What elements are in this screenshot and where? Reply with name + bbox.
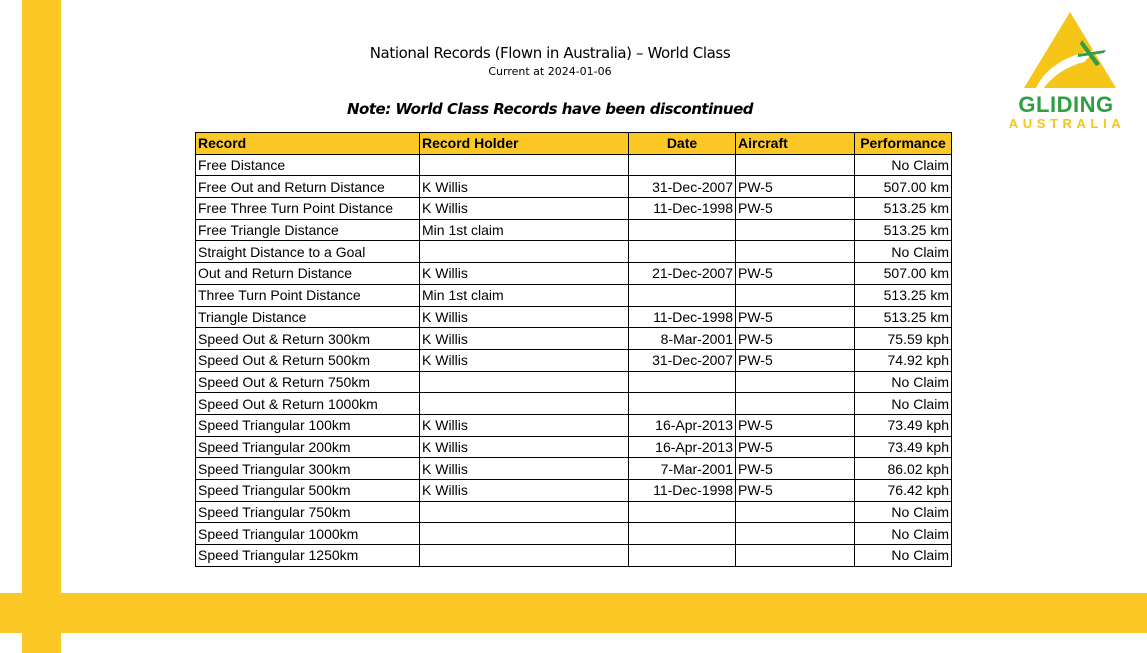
performance-cell: No Claim: [855, 501, 952, 523]
record-date-cell: 7-Mar-2001: [629, 458, 736, 480]
column-header-performance: Performance: [855, 133, 952, 155]
record-name-cell: Free Distance: [196, 154, 420, 176]
performance-cell: 86.02 kph: [855, 458, 952, 480]
record-name-cell: Speed Out & Return 300km: [196, 328, 420, 350]
aircraft-cell: [736, 154, 855, 176]
performance-cell: No Claim: [855, 241, 952, 263]
aircraft-cell: PW-5: [736, 263, 855, 285]
record-date-cell: [629, 501, 736, 523]
record-date-cell: [629, 523, 736, 545]
record-holder-cell: Min 1st claim: [420, 284, 629, 306]
table-row: [196, 349, 952, 371]
aircraft-cell: [736, 523, 855, 545]
aircraft-cell: PW-5: [736, 436, 855, 458]
performance-cell: 507.00 km: [855, 176, 952, 198]
record-date-cell: 21-Dec-2007: [629, 263, 736, 285]
aircraft-cell: PW-5: [736, 176, 855, 198]
record-date-cell: 16-Apr-2013: [629, 436, 736, 458]
aircraft-cell: [736, 241, 855, 263]
aircraft-cell: [736, 284, 855, 306]
record-name-cell: Speed Triangular 1000km: [196, 523, 420, 545]
aircraft-cell: [736, 501, 855, 523]
record-name-cell: Speed Out & Return 500km: [196, 349, 420, 371]
record-holder-cell: K Willis: [420, 198, 629, 220]
table-row: [196, 480, 952, 502]
table-row: [196, 219, 952, 241]
table-row: [196, 545, 952, 567]
record-date-cell: 11-Dec-1998: [629, 480, 736, 502]
record-holder-cell: [420, 523, 629, 545]
record-date-cell: [629, 219, 736, 241]
record-date-cell: [629, 545, 736, 567]
table-header-row: [196, 133, 952, 155]
record-holder-cell: [420, 501, 629, 523]
table-row: [196, 198, 952, 220]
performance-cell: 513.25 km: [855, 306, 952, 328]
record-holder-cell: K Willis: [420, 328, 629, 350]
performance-cell: 513.25 km: [855, 219, 952, 241]
record-holder-cell: [420, 154, 629, 176]
aircraft-cell: PW-5: [736, 328, 855, 350]
records-table: [195, 132, 952, 567]
record-holder-cell: [420, 241, 629, 263]
performance-cell: No Claim: [855, 523, 952, 545]
page-subtitle: Current at 2024-01-06: [488, 65, 612, 78]
performance-cell: 74.92 kph: [855, 349, 952, 371]
column-header-aircraft: Aircraft: [736, 133, 855, 155]
discontinued-note: Note: World Class Records have been discontinued: [347, 100, 753, 118]
aircraft-cell: PW-5: [736, 480, 855, 502]
performance-cell: 76.42 kph: [855, 480, 952, 502]
record-holder-cell: K Willis: [420, 306, 629, 328]
table-row: [196, 241, 952, 263]
record-name-cell: Speed Out & Return 750km: [196, 371, 420, 393]
record-holder-cell: [420, 393, 629, 415]
aircraft-cell: [736, 545, 855, 567]
record-holder-cell: [420, 545, 629, 567]
performance-cell: 513.25 km: [855, 198, 952, 220]
record-name-cell: Speed Triangular 500km: [196, 480, 420, 502]
performance-cell: No Claim: [855, 371, 952, 393]
record-name-cell: Speed Triangular 300km: [196, 458, 420, 480]
table-row: [196, 371, 952, 393]
record-name-cell: Speed Triangular 200km: [196, 436, 420, 458]
record-holder-cell: K Willis: [420, 414, 629, 436]
aircraft-cell: PW-5: [736, 414, 855, 436]
table-row: [196, 501, 952, 523]
record-name-cell: Free Triangle Distance: [196, 219, 420, 241]
record-date-cell: [629, 393, 736, 415]
aircraft-cell: PW-5: [736, 349, 855, 371]
table-row: [196, 414, 952, 436]
table-row: [196, 263, 952, 285]
performance-cell: 513.25 km: [855, 284, 952, 306]
record-date-cell: 31-Dec-2007: [629, 176, 736, 198]
record-holder-cell: K Willis: [420, 176, 629, 198]
logo-subtext: AUSTRALIA: [1008, 116, 1126, 131]
left-accent-bar: [22, 0, 61, 653]
table-row: [196, 154, 952, 176]
table-row: [196, 328, 952, 350]
record-holder-cell: Min 1st claim: [420, 219, 629, 241]
table-row: [196, 523, 952, 545]
page-title: National Records (Flown in Australia) – World Class: [369, 44, 731, 62]
table-row: [196, 306, 952, 328]
performance-cell: No Claim: [855, 154, 952, 176]
record-holder-cell: K Willis: [420, 436, 629, 458]
record-name-cell: Speed Triangular 750km: [196, 501, 420, 523]
performance-cell: 73.49 kph: [855, 414, 952, 436]
record-name-cell: Speed Triangular 100km: [196, 414, 420, 436]
table-row: [196, 393, 952, 415]
logo-wordmark: GLIDING: [1018, 92, 1114, 117]
performance-cell: 507.00 km: [855, 263, 952, 285]
record-name-cell: Out and Return Distance: [196, 263, 420, 285]
column-header-date: Date: [629, 133, 736, 155]
record-holder-cell: K Willis: [420, 480, 629, 502]
aircraft-cell: [736, 219, 855, 241]
table-row: [196, 284, 952, 306]
record-date-cell: [629, 241, 736, 263]
record-date-cell: 8-Mar-2001: [629, 328, 736, 350]
record-date-cell: [629, 284, 736, 306]
table-row: [196, 458, 952, 480]
column-header-record: Record: [196, 133, 420, 155]
table-row: [196, 176, 952, 198]
column-header-record-holder: Record Holder: [420, 133, 629, 155]
record-date-cell: [629, 371, 736, 393]
bottom-accent-bar: [0, 593, 1147, 633]
aircraft-cell: PW-5: [736, 306, 855, 328]
record-date-cell: 11-Dec-1998: [629, 198, 736, 220]
record-name-cell: Three Turn Point Distance: [196, 284, 420, 306]
record-date-cell: 11-Dec-1998: [629, 306, 736, 328]
record-name-cell: Free Three Turn Point Distance: [196, 198, 420, 220]
performance-cell: 73.49 kph: [855, 436, 952, 458]
performance-cell: 75.59 kph: [855, 328, 952, 350]
aircraft-cell: PW-5: [736, 458, 855, 480]
aircraft-cell: PW-5: [736, 198, 855, 220]
table-row: [196, 436, 952, 458]
record-name-cell: Free Out and Return Distance: [196, 176, 420, 198]
record-holder-cell: [420, 371, 629, 393]
record-name-cell: Speed Triangular 1250km: [196, 545, 420, 567]
record-name-cell: Straight Distance to a Goal: [196, 241, 420, 263]
record-holder-cell: K Willis: [420, 458, 629, 480]
records-table-body: [196, 154, 952, 566]
record-date-cell: [629, 154, 736, 176]
record-date-cell: 31-Dec-2007: [629, 349, 736, 371]
performance-cell: No Claim: [855, 545, 952, 567]
record-name-cell: Triangle Distance: [196, 306, 420, 328]
record-name-cell: Speed Out & Return 1000km: [196, 393, 420, 415]
aircraft-cell: [736, 393, 855, 415]
record-holder-cell: K Willis: [420, 349, 629, 371]
aircraft-cell: [736, 371, 855, 393]
record-holder-cell: K Willis: [420, 263, 629, 285]
record-date-cell: 16-Apr-2013: [629, 414, 736, 436]
performance-cell: No Claim: [855, 393, 952, 415]
